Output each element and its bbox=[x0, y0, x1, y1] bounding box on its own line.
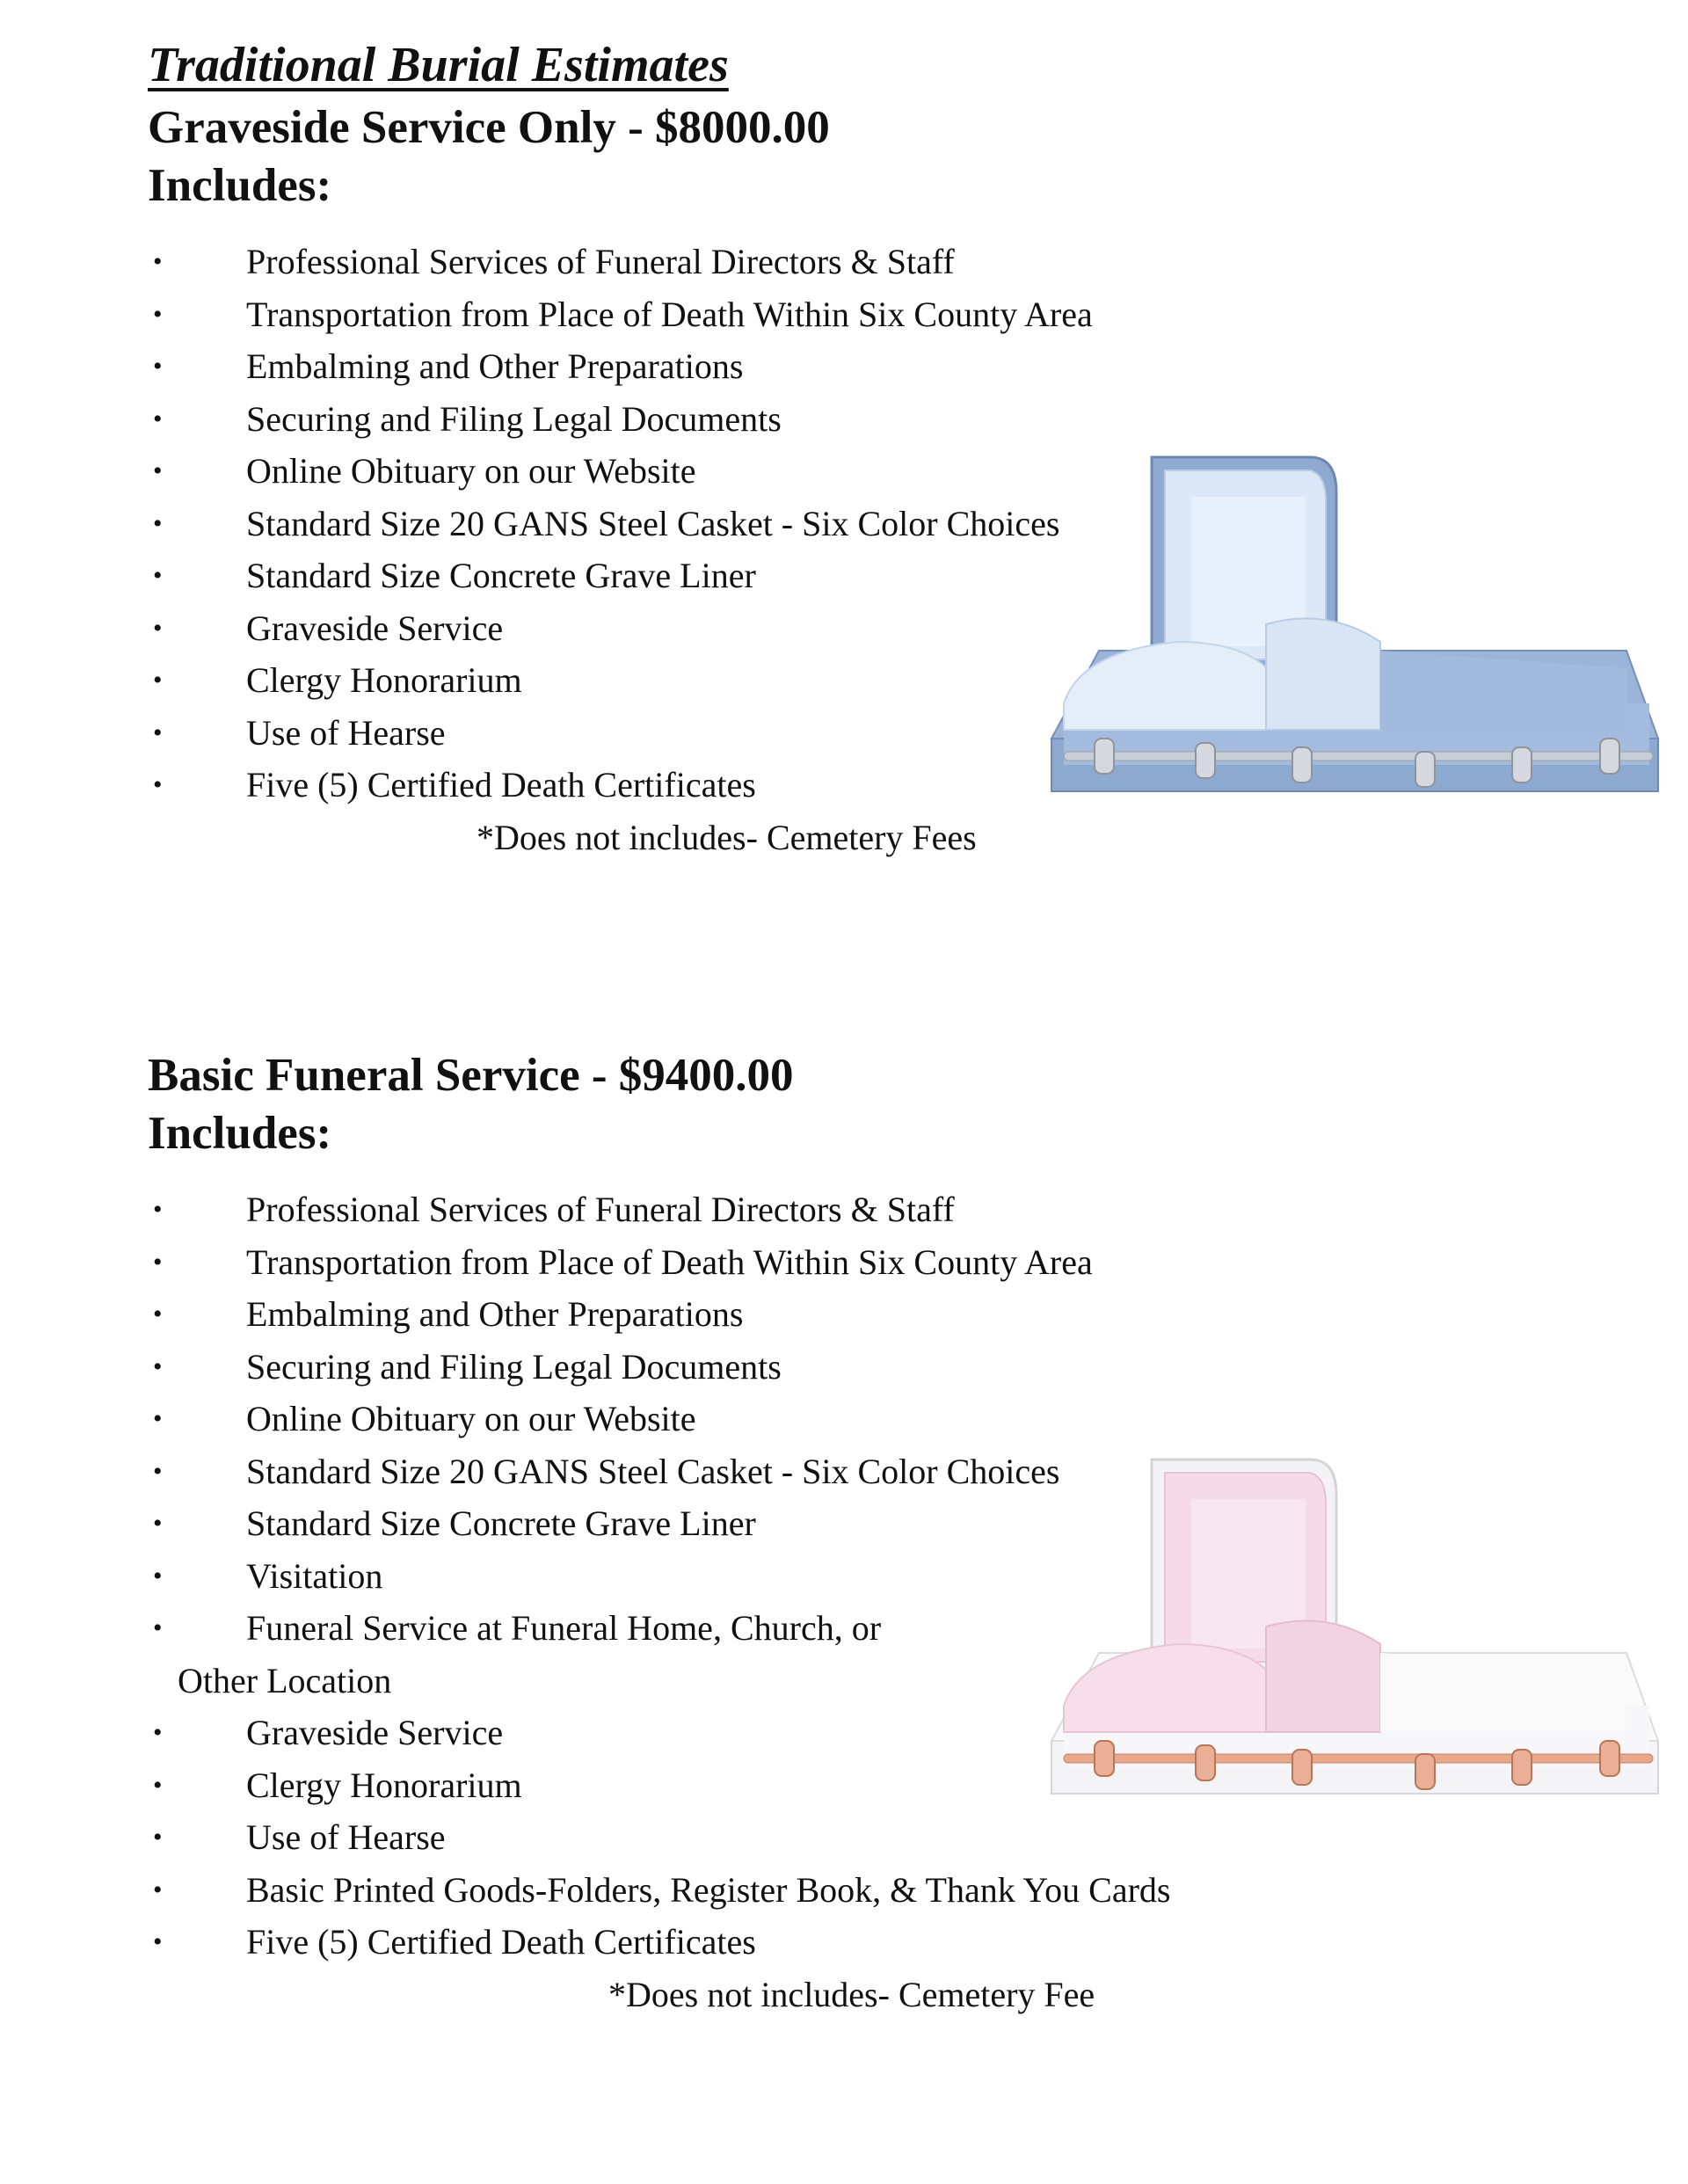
list-item: • Transportation from Place of Death Within Six County Area bbox=[148, 1236, 1642, 1289]
list-item: • Securing and Filing Legal Documents bbox=[148, 393, 1642, 446]
list-item: • Graveside Service bbox=[148, 1707, 1642, 1759]
bullet-icon: • bbox=[153, 1875, 163, 1904]
exclusion-note: *Does not includes- Cemetery Fees bbox=[477, 817, 977, 857]
bullet-icon: • bbox=[153, 666, 163, 695]
bullet-icon: • bbox=[153, 717, 163, 747]
list-item: • Securing and Filing Legal Documents bbox=[148, 1341, 1642, 1394]
list-item: • Embalming and Other Preparations bbox=[148, 1288, 1642, 1341]
bullet-icon: • bbox=[153, 1509, 163, 1538]
blue-casket-image bbox=[1046, 440, 1679, 853]
page-title: Traditional Burial Estimates bbox=[148, 38, 729, 92]
list-item: • Standard Size Concrete Grave Liner bbox=[148, 1497, 1642, 1550]
list-item: • Five (5) Certified Death Certificates bbox=[148, 759, 1642, 812]
list-item: • Use of Hearse bbox=[148, 707, 1642, 760]
list-item: • Embalming and Other Preparations bbox=[148, 340, 1642, 393]
bullet-icon: • bbox=[153, 1247, 163, 1277]
bullet-icon: • bbox=[153, 1613, 163, 1642]
exclusion-note: *Does not includes- Cemetery Fee bbox=[608, 1974, 1095, 2014]
white-casket-image bbox=[1046, 1442, 1679, 1855]
bullet-icon: • bbox=[153, 1927, 163, 1956]
list-item: • Online Obituary on our Website bbox=[148, 1393, 1642, 1445]
bullet-icon: • bbox=[153, 770, 163, 799]
bullet-icon: • bbox=[153, 352, 163, 381]
package-heading: Graveside Service Only - $8000.00 bbox=[148, 102, 830, 153]
includes-label: Includes: bbox=[148, 1108, 332, 1159]
bullet-icon: • bbox=[153, 1299, 163, 1329]
bullet-icon: • bbox=[153, 1404, 163, 1433]
list-item: • Standard Size 20 GANS Steel Casket - Six Color Choices bbox=[148, 1445, 1642, 1498]
list-item: • Online Obituary on our Website bbox=[148, 445, 1642, 498]
bullet-icon: • bbox=[153, 508, 163, 538]
list-item: • Basic Printed Goods-Folders, Register Book, & Thank You Cards bbox=[148, 1864, 1642, 1917]
bullet-icon: • bbox=[153, 299, 163, 329]
bullet-icon: • bbox=[153, 1456, 163, 1486]
bullet-icon: • bbox=[153, 1823, 163, 1852]
bullet-icon: • bbox=[153, 1351, 163, 1381]
bullet-icon: • bbox=[153, 1770, 163, 1800]
bullet-icon: • bbox=[153, 456, 163, 485]
list-item: • Standard Size Concrete Grave Liner bbox=[148, 550, 1642, 602]
list-item: • Graveside Service bbox=[148, 602, 1642, 655]
list-item: • Standard Size 20 GANS Steel Casket - Six Color Choices bbox=[148, 498, 1642, 550]
list-item: • Transportation from Place of Death Within Six County Area bbox=[148, 288, 1642, 341]
includes-label: Includes: bbox=[148, 160, 332, 211]
list-item: • Use of Hearse bbox=[148, 1811, 1642, 1864]
list-item: • Clergy Honorarium bbox=[148, 1759, 1642, 1812]
list-item: • Professional Services of Funeral Directors & Staff bbox=[148, 1183, 1642, 1236]
bullet-icon: • bbox=[153, 561, 163, 590]
list-item: • Professional Services of Funeral Directors & Staff bbox=[148, 236, 1642, 288]
bullet-icon: • bbox=[153, 247, 163, 276]
bullet-icon: • bbox=[153, 404, 163, 433]
bullet-icon: • bbox=[153, 1561, 163, 1591]
bullet-icon: • bbox=[153, 1718, 163, 1747]
package-heading: Basic Funeral Service - $9400.00 bbox=[148, 1050, 794, 1101]
bullet-icon: • bbox=[153, 1195, 163, 1224]
list-item: • Funeral Service at Funeral Home, Church, or Other Location bbox=[148, 1602, 914, 1707]
bullet-icon: • bbox=[153, 613, 163, 643]
list-item: • Five (5) Certified Death Certificates bbox=[148, 1916, 1642, 1969]
list-item: • Visitation bbox=[148, 1550, 1642, 1603]
list-item: • Clergy Honorarium bbox=[148, 654, 1642, 707]
